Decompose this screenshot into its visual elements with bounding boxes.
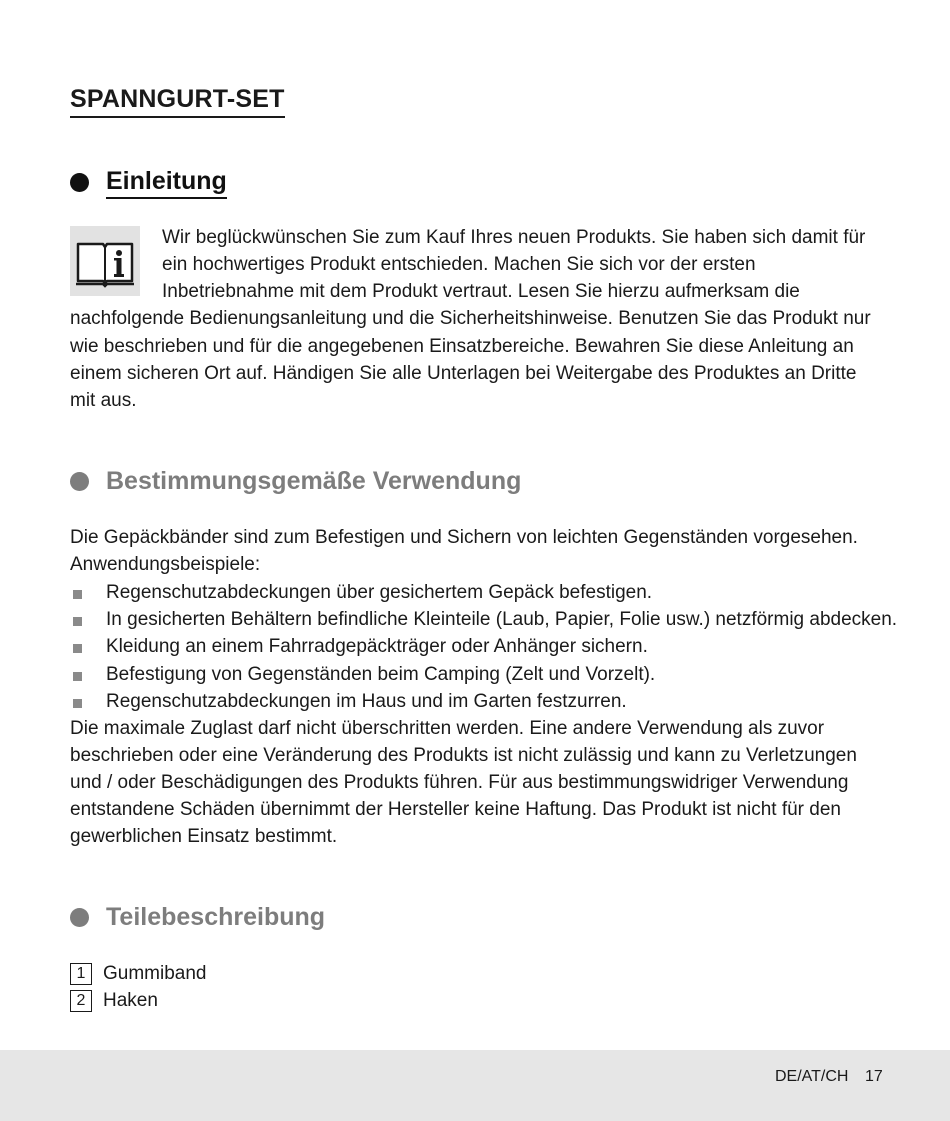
section-heading-label: Einleitung (106, 166, 227, 199)
list-item-text: Befestigung von Gegenständen beim Camping (Zelt und Vorzelt). (106, 663, 656, 685)
list-item-text: Kleidung an einem Fahrradgepäckträger oder Anhänger sichern. (106, 636, 648, 658)
usage-intro-line-1: Die Gepäckbänder sind zum Befestigen und Sichern von leichten Gegenständen vorgesehen. (70, 527, 858, 548)
intro-line-4: nachfolgende Bedienungsanleitung und die Sicherheitshinweise. Benutzen Sie das Produkt nur (70, 308, 871, 329)
page-number: 17 (865, 1068, 883, 1085)
part-number-box: 1 (70, 963, 92, 985)
bullet-dot-icon (70, 173, 89, 192)
intro-line-5: wie beschrieben und für die angegebenen Einsatzbereiche. Bewahren Sie diese Anleitung an (70, 336, 854, 357)
usage-intro-line-2: Anwendungsbeispiele: (70, 554, 261, 575)
section-heading-teile (70, 902, 325, 932)
part-item (70, 987, 207, 1014)
usage-outro-line-5: gewerblichen Einsatz bestimmt. (70, 826, 338, 847)
list-item (70, 579, 897, 606)
bullet-dot-icon (70, 472, 89, 491)
part-number-box: 2 (70, 990, 92, 1012)
list-item-text: In gesicherten Behältern befindliche Kleinteile (Laub, Papier, Folie usw.) netzförmig abdecken. (106, 609, 898, 631)
part-label: Haken (103, 989, 158, 1011)
square-bullet-icon (73, 699, 82, 708)
bullet-dot-icon (70, 908, 89, 927)
footer-region-label: DE/AT/CH (775, 1068, 849, 1085)
list-item (70, 661, 897, 688)
part-label: Gummiband (103, 962, 207, 984)
section-heading-verwendung (70, 466, 521, 496)
square-bullet-icon (73, 672, 82, 681)
document-title: SPANNGURT-SET (70, 84, 285, 118)
usage-examples-list (70, 579, 897, 715)
section-heading-label: Bestimmungsgemäße Verwendung (106, 467, 522, 495)
section-heading-label: Teilebeschreibung (106, 903, 326, 931)
usage-outro-line-3: und / oder Beschädigungen des Produkts führen. Für aus bestimmungswidriger Verwendung (70, 772, 849, 793)
list-item-text: Regenschutzabdeckungen im Haus und im Garten festzurren. (106, 690, 627, 712)
intro-line-6: einem sicheren Ort auf. Händigen Sie alle Unterlagen bei Weitergabe des Produktes an Dritte (70, 363, 857, 384)
intro-line-1: Wir beglückwünschen Sie zum Kauf Ihres neuen Produkts. Sie haben sich damit für (162, 227, 866, 248)
list-item-text: Regenschutzabdeckungen über gesichertem Gepäck befestigen. (106, 582, 653, 603)
list-item (70, 688, 897, 715)
intro-line-2: ein hochwertiges Produkt entschieden. Machen Sie sich vor der ersten (162, 254, 756, 275)
square-bullet-icon (73, 644, 82, 653)
list-item (70, 633, 897, 660)
parts-list (70, 960, 207, 1014)
square-bullet-icon (73, 617, 82, 626)
square-bullet-icon (73, 590, 82, 599)
usage-outro-line-4: entstandene Schäden übernimmt der Hersteller keine Haftung. Das Produkt ist nicht für den (70, 799, 841, 820)
usage-outro-line-2: beschrieben oder eine Veränderung des Produkts ist nicht zulässig und kann zu Verletzungen (70, 745, 857, 766)
intro-line-7: mit aus. (70, 390, 137, 411)
usage-outro-line-1: Die maximale Zuglast darf nicht überschritten werden. Eine andere Verwendung als zuvor (70, 718, 825, 739)
list-item (70, 606, 897, 633)
section-heading-einleitung (70, 166, 227, 199)
intro-line-3: Inbetriebnahme mit dem Produkt vertraut. Lesen Sie hierzu aufmerksam die (162, 281, 800, 302)
manual-info-icon (70, 226, 140, 296)
part-item (70, 960, 207, 987)
